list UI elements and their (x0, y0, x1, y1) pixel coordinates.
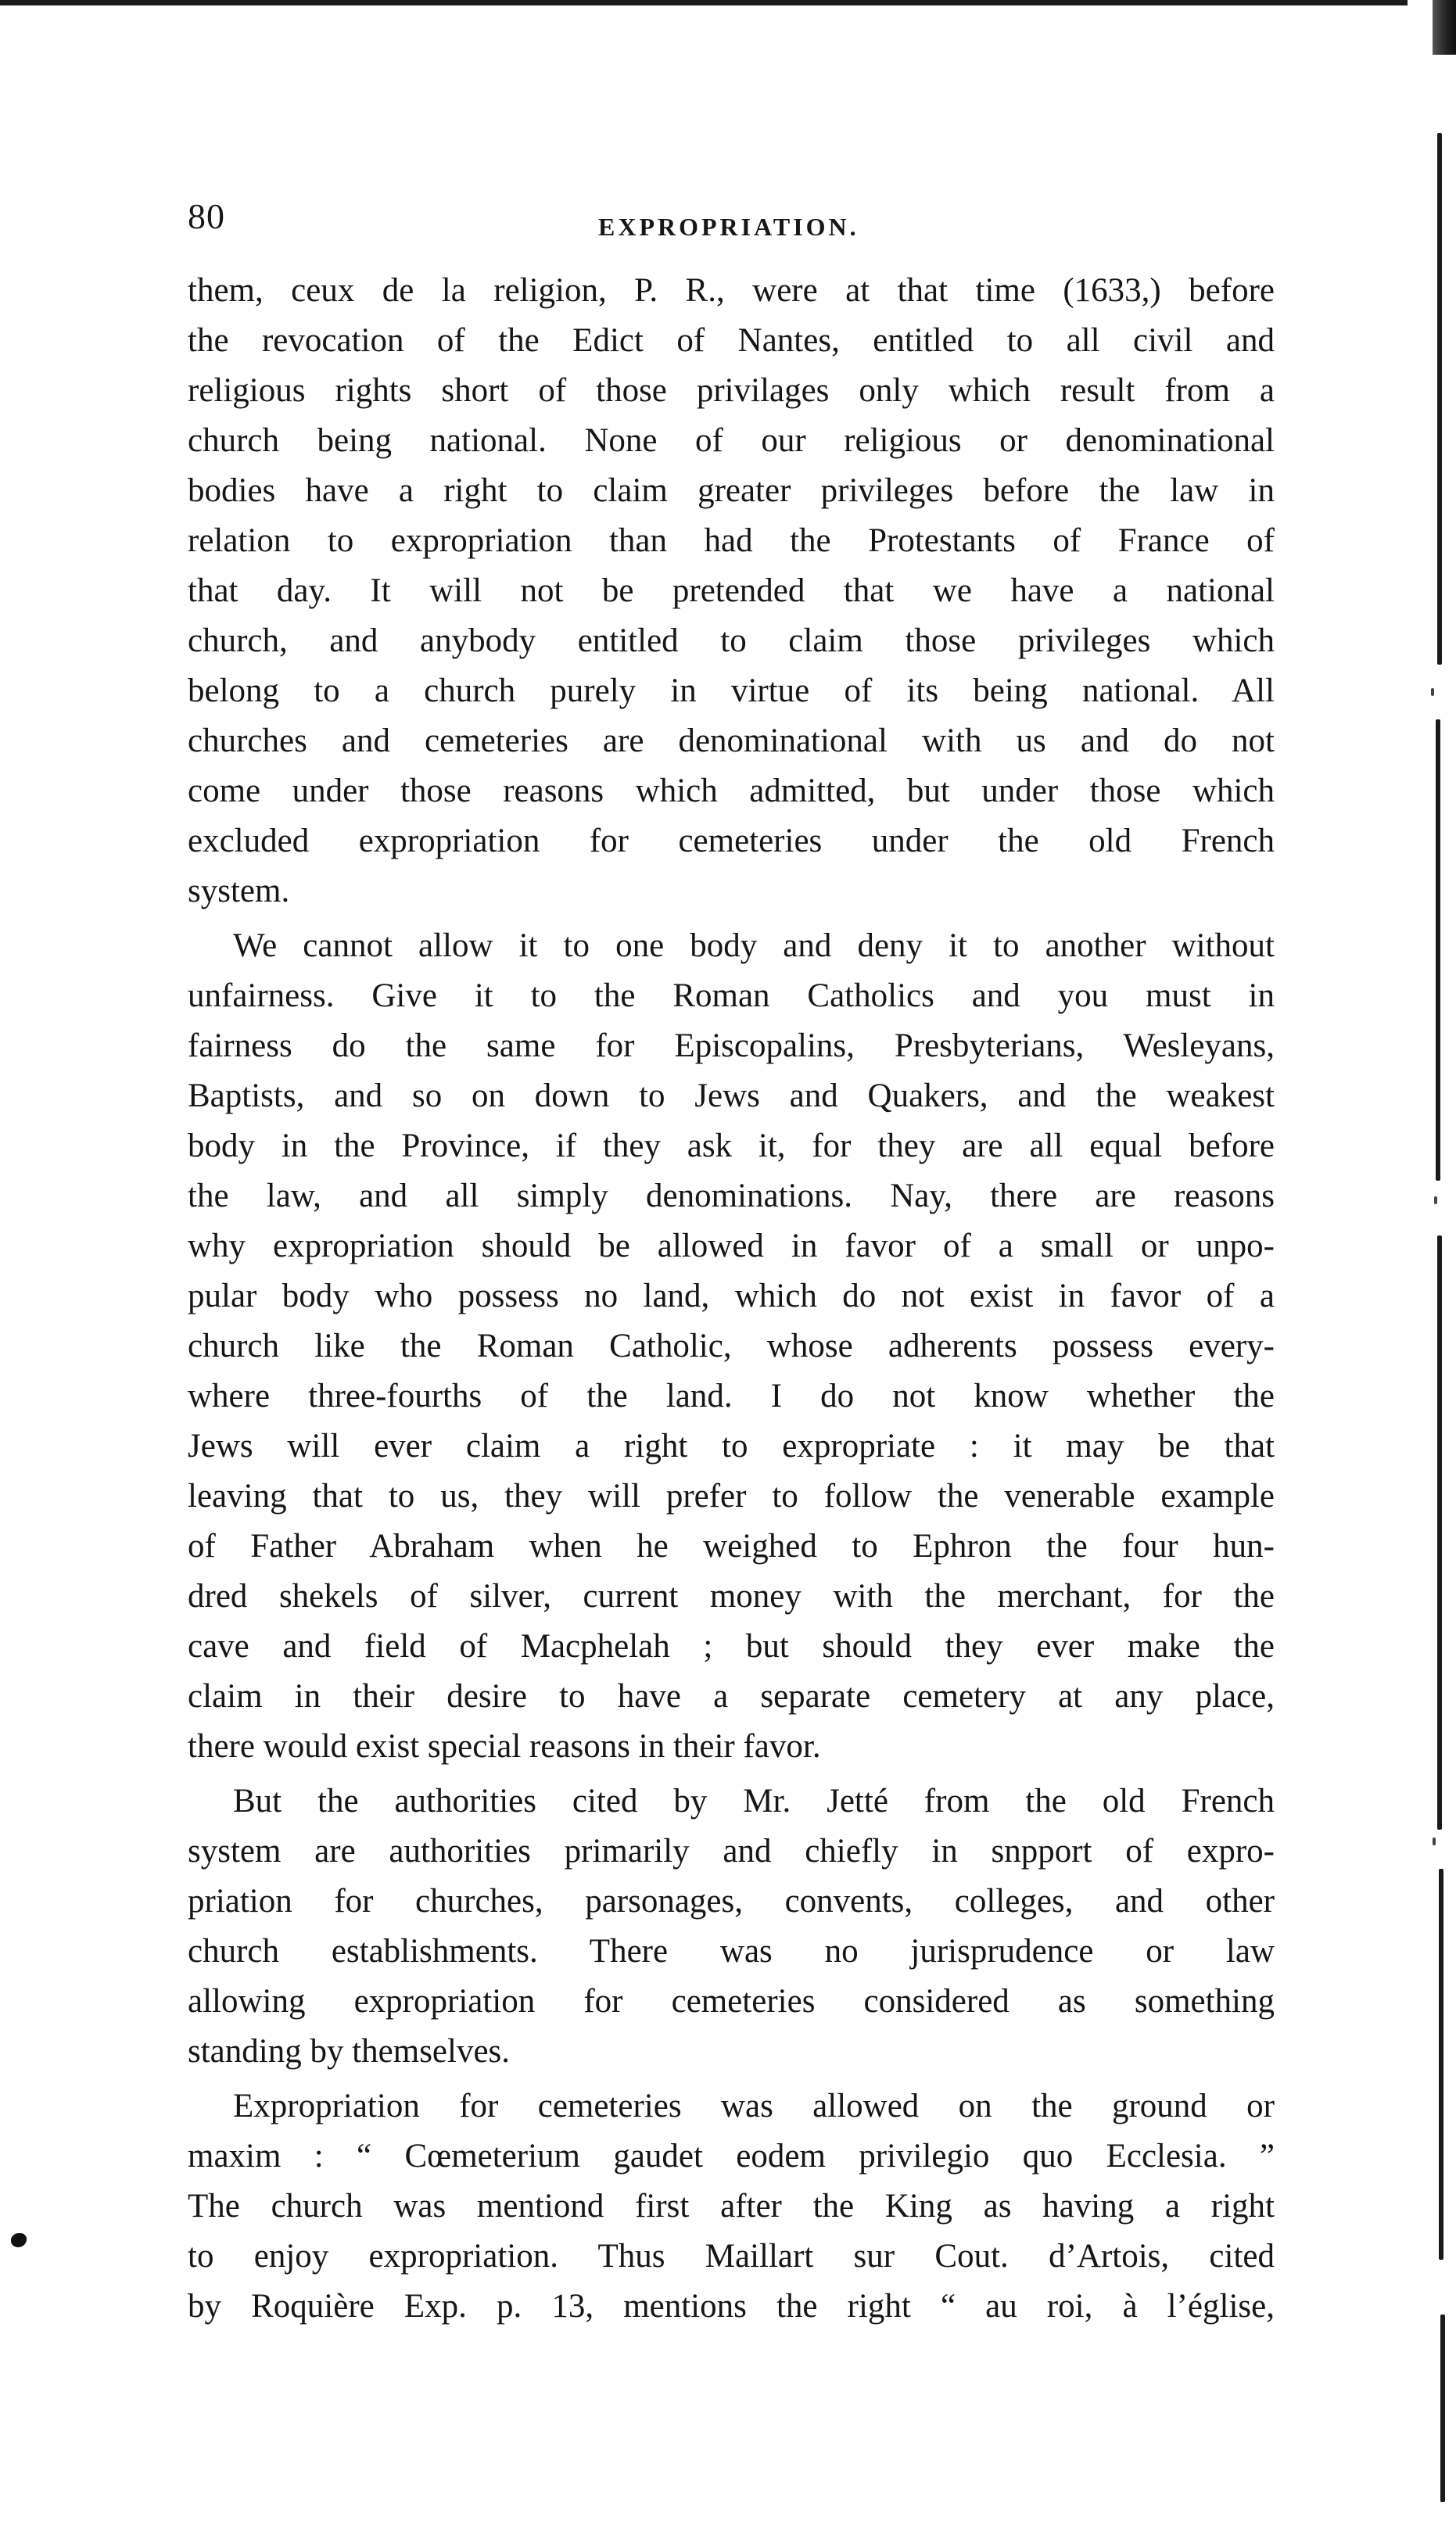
text-line: by Roquière Exp. p. 13, mentions the right “ au roi, à l’église, (188, 2288, 1275, 2325)
text-line: where three-fourths of the land. I do not know whether the (188, 1378, 1275, 1415)
binding-speck (1431, 688, 1434, 696)
text-line: to enjoy expropriation. Thus Maillart sur Cout. d’Artois, cited (188, 2238, 1275, 2275)
text-line: priation for churches, parsonages, convents, colleges, and other (188, 1883, 1275, 1920)
binding-speck (1434, 1196, 1437, 1204)
text-line: pular body who possess no land, which do not exist in favor of a (188, 1278, 1275, 1314)
text-line: religious rights short of those privilages only which result from a (188, 372, 1275, 409)
text-line: Jews will ever claim a right to expropriate : it may be that (188, 1428, 1275, 1465)
text-line: church being national. None of our religious or denominational (188, 422, 1275, 459)
text-line: dred shekels of silver, current money with the merchant, for the (188, 1578, 1275, 1615)
text-line: excluded expropriation for cemeteries under the old French (188, 823, 1275, 859)
text-line: the revocation of the Edict of Nantes, entitled to all civil and (188, 322, 1275, 359)
text-line: the law, and all simply denominations. Nay, there are reasons (188, 1178, 1275, 1214)
text-line: system are authorities primarily and chiefly in snpport of expro- (188, 1833, 1275, 1870)
text-line: allowing expropriation for cemeteries considered as something (188, 1983, 1275, 2020)
text-line: leaving that to us, they will prefer to follow the venerable example (188, 1478, 1275, 1515)
binding-shadow-line (1437, 133, 1442, 665)
binding-shadow-line (1439, 1869, 1443, 2260)
text-line: that day. It will not be pretended that we have a national (188, 572, 1275, 609)
text-line: bodies have a right to claim greater privileges before the law in (188, 472, 1275, 509)
text-line: claim in their desire to have a separate cemetery at any place, (188, 1678, 1275, 1715)
paragraph (188, 266, 1275, 916)
text-line: of Father Abraham when he weighed to Ephron the four hun- (188, 1528, 1275, 1565)
text-line: unfairness. Give it to the Roman Catholics and you must in (188, 977, 1275, 1014)
binding-speck (1433, 1838, 1436, 1845)
binding-shadow-line (1440, 2314, 1445, 2502)
text-line: maxim : “ Cœmeterium gaudet eodem privilegio quo Ecclesia. ” (188, 2138, 1275, 2175)
text-line: belong to a church purely in virtue of its being national. All (188, 672, 1275, 709)
binding-shadow-line (1436, 719, 1440, 1181)
text-line: why expropriation should be allowed in favor of a small or unpo- (188, 1228, 1275, 1264)
text-line: churches and cemeteries are denominational with us and do not (188, 722, 1275, 759)
text-line: standing by themselves. (188, 2033, 511, 2070)
text-line: church establishments. There was no jurisprudence or law (188, 1933, 1275, 1970)
text-line: relation to expropriation than had the Protestants of France of (188, 522, 1275, 559)
ink-blot (11, 2233, 27, 2247)
running-head (188, 195, 1275, 258)
text-line: church like the Roman Catholic, whose adherents possess every- (188, 1328, 1275, 1364)
header-title: EXPROPRIATION. (598, 213, 859, 241)
text-line: church, and anybody entitled to claim those privileges which (188, 622, 1275, 659)
text-line: Baptists, and so on down to Jews and Quakers, and the weakest (188, 1077, 1275, 1114)
binding-corner (1433, 0, 1456, 55)
paragraph (188, 2081, 1275, 2332)
text-line: Expropriation for cemeteries was allowed on the ground or (233, 2088, 1275, 2124)
text-line: there would exist special reasons in their favor. (188, 1728, 821, 1765)
page-number: 80 (188, 196, 225, 236)
page-top-border (0, 0, 1408, 5)
paragraph (188, 1777, 1275, 2077)
body-text (188, 266, 1275, 2332)
text-line: The church was mentiond first after the King as having a right (188, 2188, 1275, 2225)
text-line: cave and field of Macphelah ; but should they ever make the (188, 1628, 1275, 1665)
text-line: them, ceux de la religion, P. R., were at that time (1633,) before (188, 272, 1275, 309)
text-line: come under those reasons which admitted, but under those which (188, 773, 1275, 809)
text-line: But the authorities cited by Mr. Jetté from the old French (233, 1783, 1275, 1820)
text-line: body in the Province, if they ask it, for they are all equal before (188, 1128, 1275, 1164)
binding-shadow-line (1437, 1235, 1442, 1830)
text-line: fairness do the same for Episcopalins, Presbyterians, Wesleyans, (188, 1027, 1275, 1064)
text-line: system. (188, 873, 290, 909)
text-line: We cannot allow it to one body and deny it to another without (233, 927, 1275, 964)
paragraph (188, 921, 1275, 1772)
